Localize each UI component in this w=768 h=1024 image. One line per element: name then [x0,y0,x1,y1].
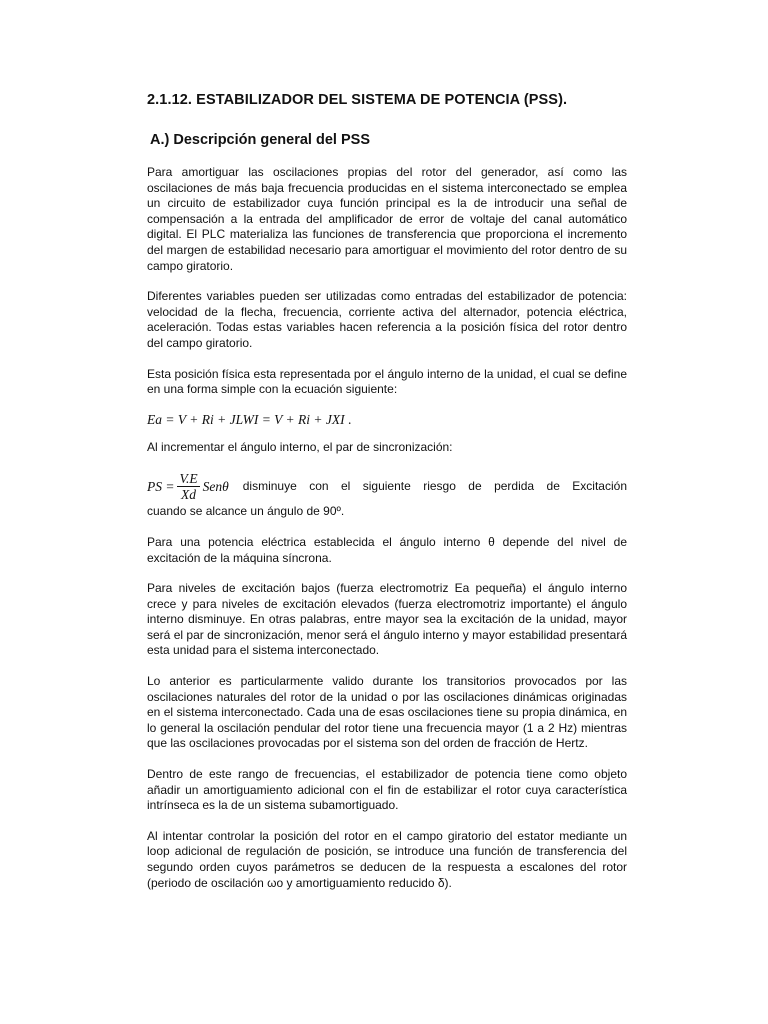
paragraph-8: Lo anterior es particularmente valido durante los transitorios provocados por las oscilaciones naturales del rotor de la unidad o por las oscilaciones dinámicas originadas en el sistema interconectado. Cada una de esas oscilaciones tiene su propia dinámica, en lo general la oscilación pendular del rotor tiene una frecuencia mayor (1 a 2 Hz) mientras que las oscilaciones provocadas por el sistema son del orden de fracción de Hertz. [147,674,627,751]
equation-ps [147,471,229,502]
paragraph-6: Para una potencia eléctrica establecida el ángulo interno θ depende del nivel de excitación de la máquina síncrona. [147,534,627,565]
paragraph-9: Dentro de este rango de frecuencias, el estabilizador de potencia tiene como objeto añadir un amortiguamiento adicional con el fin de estabilizar el rotor cuya característica intrínseca es la de un sistema subamortiguado. [147,767,627,813]
paragraph-10: Al intentar controlar la posición del rotor en el campo giratorio del estator mediante un loop adicional de regulación de posición, se introduce una función de transferencia del segundo orden cuyos parámetros se deducen de la respuesta a escalones del rotor (periodo de oscilación ωo y amortiguamiento reducido δ). [147,828,627,890]
equation-ea-dot: . [348,411,352,427]
equation-ps-rhs: Senθ [202,479,229,495]
paragraph-3: Esta posición física esta representada por el ángulo interno de la unidad, el cual se define en una forma simple con la ecuación siguiente: [147,366,627,397]
equation-ps-fraction [177,471,199,502]
paragraph-5-continuation: cuando se alcance un ángulo de 90º. [147,504,345,519]
subsection-title: A.) Descripción general del PSS [150,132,370,148]
section-title: 2.1.12. ESTABILIZADOR DEL SISTEMA DE POTENCIA (PSS). [147,92,568,108]
equation-ps-denominator: Xd [181,487,197,503]
equation-ps-lhs: PS = [147,479,175,495]
paragraph-2: Diferentes variables pueden ser utilizadas como entradas del estabilizador de potencia: velocidad de la flecha, frecuencia, corriente activa del alternador, potencia eléctrica, aceleración. Todas estas variables hacen referencia a la posición física del rotor dentro del campo giratorio. [147,289,627,350]
paragraph-5-inline: disminuye con el siguiente riesgo de perdida de Excitación [242,479,627,494]
ps-equation-paragraph [147,471,627,520]
equation-ea [147,412,627,428]
equation-ea-text: Ea = V + Ri + JLWI = V + Ri + JXI [147,411,345,427]
paragraph-1: Para amortiguar las oscilaciones propias del rotor del generador, así como las oscilaciones de más baja frecuencia producidas en el sistema interconectado se emplea un circuito de estabilizador cuya función principal es la de introducir una señal de compensación a la entrada del amplificador de error de voltaje del canal automático digital. El PLC materializa las funciones de transferencia que proporciona el incremento del margen de estabilidad necesario para amortiguar el movimiento del rotor dentro de su campo giratorio. [147,165,627,273]
document-body [147,92,627,891]
equation-ps-numerator: V.E [179,471,198,487]
paragraph-7: Para niveles de excitación bajos (fuerza electromotriz Ea pequeña) el ángulo interno crece y para niveles de excitación elevados (fuerza electromotriz importante) el ángulo interno disminuye. En otras palabras, entre mayor sea la excitación de la unidad, mayor será el par de sincronización, menor será el ángulo interno y mayor estabilidad presentará esta unidad para el sistema interconectado. [147,581,627,658]
paragraph-4: Al incrementar el ángulo interno, el par de sincronización: [147,439,453,454]
